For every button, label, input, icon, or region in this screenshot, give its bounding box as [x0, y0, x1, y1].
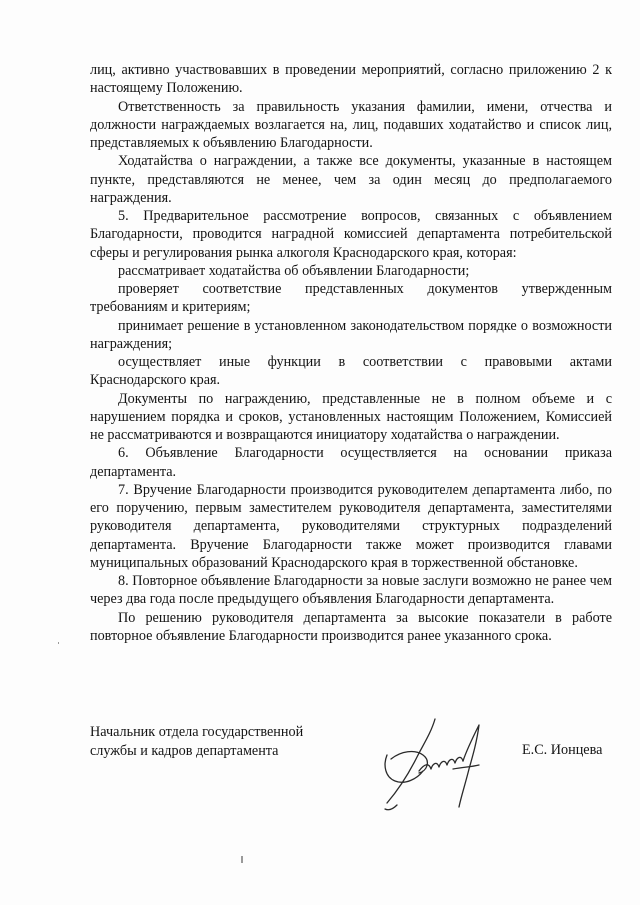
document-body — [90, 61, 612, 645]
commission-duty-other: осуществляет иные функции в соответствии с правовыми актами Краснодарского края. — [90, 354, 612, 389]
signature-block — [90, 723, 612, 843]
paragraph-petition-deadline: Ходатайства о награждении, а также все документы, указанные в настоящем пункте, представляются не менее, чем за один месяц до предполагаемого награждения. — [90, 153, 612, 206]
paragraph-responsibility: Ответственность за правильность указания фамилии, имени, отчества и должности награждаемых возлагается на, лиц, подавших ходатайство и список лиц, представляемых к объявлению Благодарности. — [90, 98, 612, 151]
paragraph-continuation: лиц, активно участвовавших в проведении мероприятий, согласно приложению 2 к настоящему Положению. — [90, 62, 612, 97]
paragraph-incomplete-documents: Документы по награждению, представленные не в полном объеме и с нарушением порядка и сроков, установленных настоящим Положением, Комиссией не рассматриваются и возвращаются инициатору ходатайства о награждении. — [90, 390, 612, 443]
scan-speck — [241, 856, 243, 863]
paragraph-item-8: 8. Повторное объявление Благодарности за новые заслуги возможно не ранее чем через два года после предыдущего объявления Благодарности департамента. — [90, 573, 612, 608]
paragraph-early-repeat: По решению руководителя департамента за высокие показатели в работе повторное объявление Благодарности производится ранее указанного срока. — [90, 609, 612, 644]
commission-duty-verify: проверяет соответствие представленных документов утвержденным требованиям и критериям; — [90, 281, 612, 316]
paragraph-item-7: 7. Вручение Благодарности производится руководителем департамента либо, по его поручению, первым заместителем руководителя департамента, заместителями руководителя департамента, руководителями структурных подразделений департамента. Вручение Благодарности также может производится главами муниципальных образований Краснодарского края в торжественной обстановке. — [90, 481, 612, 571]
paragraph-item-5: 5. Предварительное рассмотрение вопросов, связанных с объявлением Благодарности, проводится наградной комиссией департамента потребительской сферы и регулирования рынка алкоголя Краснодарского края, которая: — [90, 208, 612, 261]
commission-duty-review: рассматривает ходатайства об объявлении Благодарности; — [118, 262, 470, 279]
handwritten-signature — [373, 715, 485, 815]
signer-position — [90, 723, 330, 761]
paragraph-item-6: 6. Объявление Благодарности осуществляется на основании приказа департамента. — [90, 445, 612, 480]
signer-position-line-1: Начальник отдела государственной — [90, 724, 304, 740]
signer-position-line-2: службы и кадров департамента — [90, 743, 279, 759]
signer-name: Е.С. Ионцева — [522, 742, 603, 758]
commission-duty-decide: принимает решение в установленном законодательством порядке о возможности награждения; — [90, 317, 612, 352]
scan-speck — [58, 642, 59, 644]
